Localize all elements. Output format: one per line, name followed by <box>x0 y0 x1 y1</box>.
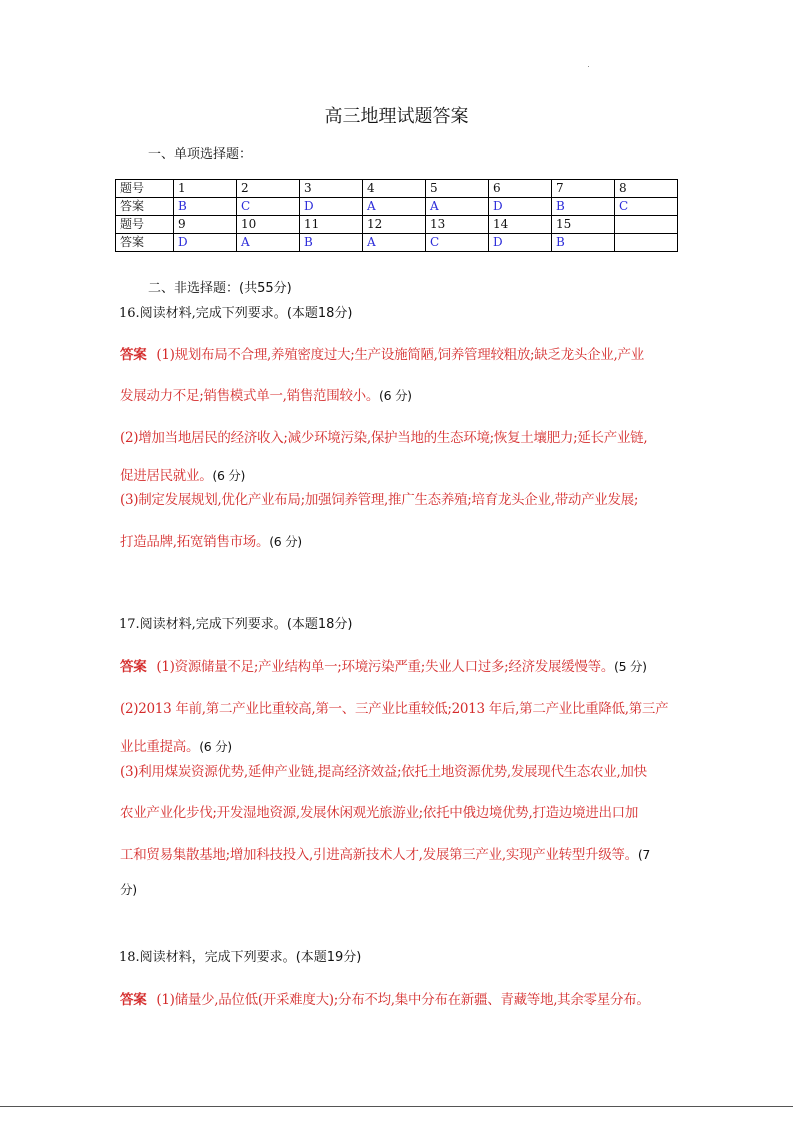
q17-line-1-text: (1)资源储量不足;产业结构单一;环境污染严重;失业人口过多;经济发展缓慢等。 <box>156 659 615 675</box>
table-row <box>116 198 678 216</box>
q17-line-2 <box>120 697 690 717</box>
table-cell: D <box>489 234 552 252</box>
q17-line-4 <box>120 760 690 780</box>
q16-line-3 <box>120 426 690 446</box>
table-cell: 8 <box>615 180 678 198</box>
table-cell: B <box>552 234 615 252</box>
q18-heading <box>119 946 361 965</box>
q17-line-6 <box>120 843 690 863</box>
q16-line-5-text: (3)制定发展规划,优化产业布局;加强饲养管理,推广生态养殖;培育龙头企业,带动产业发展; <box>120 492 639 508</box>
q16-heading <box>119 302 353 321</box>
table-cell: 2 <box>237 180 300 198</box>
table-cell: 10 <box>237 216 300 234</box>
q16-line-3-text: (2)增加当地居民的经济收入;减少环境污染,保护当地的生态环境;恢复土壤肥力;延长产业链, <box>120 430 648 446</box>
table-cell: C <box>426 234 489 252</box>
table-cell: C <box>237 198 300 216</box>
q16-line-2 <box>120 384 690 404</box>
q17-line-7 <box>120 880 690 898</box>
table-cell: 6 <box>489 180 552 198</box>
table-cell: B <box>174 198 237 216</box>
q16-line-4-text: 促进居民就业。 <box>120 468 213 484</box>
q16-heading-text: 16.阅读材料,完成下列要求。 <box>119 306 287 321</box>
table-cell: 15 <box>552 216 615 234</box>
q18-points: (本题19分) <box>295 950 362 965</box>
table-cell: D <box>174 234 237 252</box>
q17-line-3-score: (6 分) <box>199 739 232 754</box>
table-row <box>116 234 678 252</box>
q16-line-6-score: (6 分) <box>269 534 302 549</box>
table-cell <box>615 234 678 252</box>
q17-answer-key: 答案 <box>120 659 147 675</box>
table-cell: 11 <box>300 216 363 234</box>
table-cell: B <box>300 234 363 252</box>
q17-line-1 <box>120 655 690 675</box>
q17-line-6-text: 工和贸易集散基地;增加科技投入,引进高新技术人才,发展第三产业,实现产业转型升级等。 <box>120 847 638 863</box>
q18-answer-key: 答案 <box>120 992 147 1008</box>
q17-line-5-text: 农业产业化步伐;开发湿地资源,发展休闲观光旅游业;依托中俄边境优势,打造边境进出口加 <box>120 805 639 821</box>
table-row <box>116 216 678 234</box>
q17-heading-text: 17.阅读材料,完成下列要求。 <box>119 617 287 632</box>
q17-line-5 <box>120 801 690 821</box>
page-title: 高三地理试题答案 <box>324 106 469 127</box>
q17-points: (本题18分) <box>286 617 353 632</box>
q18-line-1-text: (1)储量少,品位低(开采难度大);分布不均,集中分布在新疆、青藏等地,其余零星分布。 <box>156 992 650 1008</box>
table-cell: 14 <box>489 216 552 234</box>
q16-line-5 <box>120 488 690 508</box>
q16-line-1-text: (1)规划布局不合理,养殖密度过大;生产设施简陋,饲养管理较粗放;缺乏龙头企业,产业 <box>156 347 644 363</box>
q16-line-6 <box>120 530 690 550</box>
table-row-label: 题号 <box>116 216 174 234</box>
table-cell: A <box>426 198 489 216</box>
page-bottom-rule <box>0 1106 793 1107</box>
table-cell: A <box>363 198 426 216</box>
q17-line-4-text: (3)利用煤炭资源优势,延伸产业链,提高经济效益;依托土地资源优势,发展现代生态农业,加快 <box>120 764 647 780</box>
table-cell: 1 <box>174 180 237 198</box>
table-cell: 13 <box>426 216 489 234</box>
q17-line-6-score: (7 <box>637 847 651 862</box>
q17-line-7-score: 分) <box>120 882 137 897</box>
table-cell: 3 <box>300 180 363 198</box>
table-cell: A <box>237 234 300 252</box>
q17-line-2-text: (2)2013 年前,第二产业比重较高,第一、三产业比重较低;2013 年后,第二产业比重降低,第三产 <box>120 701 669 717</box>
table-row-label: 答案 <box>116 198 174 216</box>
q17-line-3-text: 业比重提高。 <box>120 739 200 755</box>
table-cell: D <box>489 198 552 216</box>
table-cell: 9 <box>174 216 237 234</box>
q16-line-4-score: (6 分) <box>212 468 246 483</box>
q16-line-4 <box>120 464 690 484</box>
table-cell <box>615 216 678 234</box>
q17-heading <box>119 613 353 632</box>
q18-heading-text: 18.阅读材料，完成下列要求。 <box>119 950 296 965</box>
table-cell: B <box>552 198 615 216</box>
q17-line-1-score: (5 分) <box>614 659 647 674</box>
q18-line-1 <box>120 988 690 1008</box>
q16-line-1 <box>120 343 690 363</box>
q16-line-2-text: 发展动力不足;销售模式单一,销售范围较小。 <box>120 388 380 404</box>
table-cell: 12 <box>363 216 426 234</box>
page-speck <box>588 66 589 67</box>
answer-table <box>115 179 678 252</box>
table-row-label: 答案 <box>116 234 174 252</box>
table-cell: 4 <box>363 180 426 198</box>
q16-answer-key: 答案 <box>120 347 147 363</box>
table-cell: D <box>300 198 363 216</box>
section-2-heading: 二、非选择题：(共55分) <box>148 281 292 296</box>
q16-line-2-score: (6 分) <box>379 388 412 403</box>
q17-line-3 <box>120 735 690 755</box>
table-cell: C <box>615 198 678 216</box>
table-row-label: 题号 <box>116 180 174 198</box>
table-row <box>116 180 678 198</box>
q16-line-6-text: 打造品牌,拓宽销售市场。 <box>120 534 270 550</box>
table-cell: A <box>363 234 426 252</box>
table-cell: 5 <box>426 180 489 198</box>
table-cell: 7 <box>552 180 615 198</box>
q16-points: (本题18分) <box>286 306 353 321</box>
section-1-heading: 一、单项选择题： <box>148 147 253 162</box>
